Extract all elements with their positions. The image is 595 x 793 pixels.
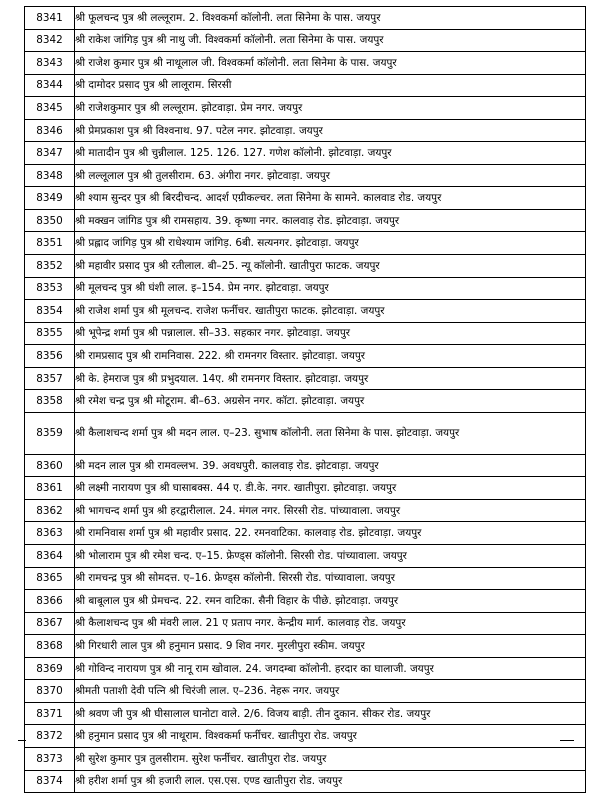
member-details-cell: श्री के. हेमराज पुत्र श्री प्रभुदयाल. 14ए. श्री रामनगर विस्तार. झोटवाड़ा. जयपुर	[75, 367, 586, 390]
member-details-cell: श्री राजेश शर्मा पुत्र श्री मूलचन्द. राजेश फर्नीचर. खातीपुरा फाटक. झोटवाड़ा. जयपुर	[75, 300, 586, 323]
serial-number-cell: 8347	[25, 142, 75, 165]
serial-number-cell: 8374	[25, 770, 75, 793]
register-row	[25, 702, 586, 725]
member-details-cell: श्री हनुमान प्रसाद पुत्र श्री नाथूराम. विश्वकर्मा फर्नीचर. खातीपुरा रोड. जयपुर	[75, 725, 586, 748]
register-row	[25, 119, 586, 142]
serial-number-cell: 8351	[25, 232, 75, 255]
serial-number-cell: 8350	[25, 209, 75, 232]
serial-number-cell: 8371	[25, 702, 75, 725]
register-row	[25, 612, 586, 635]
serial-number-cell: 8346	[25, 119, 75, 142]
serial-number-cell: 8368	[25, 635, 75, 658]
member-details-cell: श्री मूलचन्द पुत्र श्री घंशी लाल. इ–154. प्रेम नगर. झोटवाड़ा. जयपुर	[75, 277, 586, 300]
member-details-cell: श्री हरीश शर्मा पुत्र श्री हजारी लाल. एस.एस. एण्ड खातीपुरा रोड. जयपुर	[75, 770, 586, 793]
register-row	[25, 232, 586, 255]
serial-number-cell: 8348	[25, 164, 75, 187]
member-details-cell: श्री सुरेश कुमार पुत्र तुलसीराम. सुरेश फर्नीचर. खातीपुरा रोड. जयपुर	[75, 747, 586, 770]
serial-number-cell: 8369	[25, 657, 75, 680]
serial-number-cell: 8367	[25, 612, 75, 635]
serial-number-cell: 8364	[25, 545, 75, 568]
register-row	[25, 747, 586, 770]
member-details-cell: श्री गिरधारी लाल पुत्र श्री हनुमान प्रसाद. 9 शिव नगर. मुरलीपुरा स्कीम. जयपुर	[75, 635, 586, 658]
member-details-cell: श्री रामनिवास शर्मा पुत्र श्री महावीर प्रसाद. 22. रमनवाटिका. कालवाड़ रोड. झोटवाड़ा. जयपुर	[75, 522, 586, 545]
member-details-cell: श्री राकेश जांगिड़ पुत्र श्री नाथु जी. विश्वकर्मा कॉलोनी. लता सिनेमा के पास. जयपुर	[75, 29, 586, 52]
member-details-cell: श्री भूपेन्द्र शर्मा पुत्र श्री पन्नालाल. सी–33. सहकार नगर. झोटवाड़ा. जयपुर	[75, 322, 586, 345]
register-row	[25, 590, 586, 613]
register-row	[25, 367, 586, 390]
serial-number-cell: 8362	[25, 499, 75, 522]
serial-number-cell: 8372	[25, 725, 75, 748]
register-row	[25, 277, 586, 300]
serial-number-cell: 8345	[25, 97, 75, 120]
register-row	[25, 74, 586, 97]
serial-number-cell: 8359	[25, 412, 75, 454]
serial-number-cell: 8349	[25, 187, 75, 210]
serial-number-cell: 8370	[25, 680, 75, 703]
serial-number-cell: 8353	[25, 277, 75, 300]
register-row	[25, 7, 586, 30]
register-row	[25, 29, 586, 52]
serial-number-cell: 8344	[25, 74, 75, 97]
register-rows	[25, 7, 586, 793]
register-row	[25, 164, 586, 187]
register-row	[25, 770, 586, 793]
serial-number-cell: 8342	[25, 29, 75, 52]
register-row	[25, 345, 586, 368]
member-details-cell: श्री भोलाराम पुत्र श्री रमेश चन्द. ए–15. फ्रेण्ड्स कॉलोनी. सिरसी रोड. पांच्यावाला. जयपुर	[75, 545, 586, 568]
register-row	[25, 545, 586, 568]
serial-number-cell: 8358	[25, 390, 75, 413]
member-details-cell: श्री कैलाशचन्द पुत्र श्री मंवरी लाल. 21 ए प्रताप नगर. केन्द्रीय मार्ग. कालवाड़ रोड. जयपुर	[75, 612, 586, 635]
serial-number-cell: 8361	[25, 477, 75, 500]
member-details-cell: श्री प्रेमप्रकाश पुत्र श्री विश्वनाथ. 97. पटेल नगर. झोटवाड़ा. जयपुर	[75, 119, 586, 142]
register-row	[25, 477, 586, 500]
register-row	[25, 725, 586, 748]
serial-number-cell: 8352	[25, 255, 75, 278]
member-details-cell: श्री फूलचन्द पुत्र श्री लल्लूराम. 2. विश्वकर्मा कॉलोनी. लता सिनेमा के पास. जयपुर	[75, 7, 586, 30]
member-details-cell: श्री मातादीन पुत्र श्री चुन्नीलाल. 125. 126. 127. गणेश कॉलोनी. झोटवाड़ा. जयपुर	[75, 142, 586, 165]
register-row	[25, 52, 586, 75]
member-details-cell: श्री रामचन्द्र पुत्र श्री सोमदत्त. ए–16. फ्रेण्ड्स कॉलोनी. सिरसी रोड. पांच्यावाला. जयपुर	[75, 567, 586, 590]
serial-number-cell: 8366	[25, 590, 75, 613]
register-row	[25, 300, 586, 323]
member-details-cell: श्री लल्लूलाल पुत्र श्री तुलसीराम. 63. अंगीरा नगर. झोटवाड़ा. जयपुर	[75, 164, 586, 187]
register-row	[25, 567, 586, 590]
register-row	[25, 142, 586, 165]
serial-number-cell: 8363	[25, 522, 75, 545]
register-row	[25, 454, 586, 477]
serial-number-cell: 8343	[25, 52, 75, 75]
register-row	[25, 255, 586, 278]
serial-number-cell: 8355	[25, 322, 75, 345]
register-row	[25, 412, 586, 454]
member-details-cell: श्रीमती पताशी देवी पत्नि श्री चिरंजी लाल. ए–236. नेहरू नगर. जयपुर	[75, 680, 586, 703]
page-edge-mark	[18, 740, 26, 741]
member-details-cell: श्री लक्ष्मी नारायण पुत्र श्री घासाबक्स. 44 ए. डी.के. नगर. खातीपुरा. झोटवाड़ा. जयपुर	[75, 477, 586, 500]
member-details-cell: श्री बाबूलाल पुत्र श्री प्रेमचन्द. 22. रमन वाटिका. सैनी विहार के पीछे. झोटवाड़ा. जयपुर	[75, 590, 586, 613]
member-details-cell: श्री मक्खन जांगिड पुत्र श्री रामसहाय. 39. कृष्णा नगर. कालवाड़ रोड. झोटवाड़ा. जयपुर	[75, 209, 586, 232]
register-row	[25, 390, 586, 413]
member-details-cell: श्री गोविन्द नारायण पुत्र श्री नानू राम खोवाल. 24. जगदम्बा कॉलोनी. हरदार का घालाजी. जयपुर	[75, 657, 586, 680]
register-row	[25, 97, 586, 120]
member-details-cell: श्री रमेश चन्द्र पुत्र श्री मोटूराम. बी–63. अग्रसेन नगर. कॉटा. झोटवाड़ा. जयपुर	[75, 390, 586, 413]
serial-number-cell: 8357	[25, 367, 75, 390]
member-details-cell: श्री दामोदर प्रसाद पुत्र श्री लालूराम. सिरसी	[75, 74, 586, 97]
member-details-cell: श्री भागचन्द शर्मा पुत्र श्री हरद्वारीलाल. 24. मंगल नगर. सिरसी रोड. पांच्यावाला. जयपुर	[75, 499, 586, 522]
serial-number-cell: 8341	[25, 7, 75, 30]
serial-number-cell: 8356	[25, 345, 75, 368]
member-details-cell: श्री प्रह्लाद जांगिड़ पुत्र श्री राधेश्याम जांगिड़. 6बी. सत्यनगर. झोटवाड़ा. जयपुर	[75, 232, 586, 255]
register-row	[25, 187, 586, 210]
member-details-cell: श्री महावीर प्रसाद पुत्र श्री रतीलाल. बी–25. न्यू कॉलोनी. खातीपुरा फाटक. जयपुर	[75, 255, 586, 278]
member-details-cell: श्री राजेशकुमार पुत्र श्री लल्लूराम. झोटवाड़ा. प्रेम नगर. जयपुर	[75, 97, 586, 120]
register-row	[25, 522, 586, 545]
register-row	[25, 499, 586, 522]
serial-number-cell: 8373	[25, 747, 75, 770]
serial-number-cell: 8354	[25, 300, 75, 323]
member-details-cell: श्री मदन लाल पुत्र श्री रामवल्लभ. 39. अवधपुरी. कालवाड़ रोड. झोटवाड़ा. जयपुर	[75, 454, 586, 477]
page-edge-mark	[560, 740, 574, 741]
member-details-cell: श्री राजेश कुमार पुत्र श्री नाथूलाल जी. विश्वकर्मा कॉलोनी. लता सिनेमा के पास. जयपुर	[75, 52, 586, 75]
register-row	[25, 322, 586, 345]
serial-number-cell: 8365	[25, 567, 75, 590]
member-details-cell: श्री रामप्रसाद पुत्र श्री रामनिवास. 222. श्री रामनगर विस्तार. झोटवाड़ा. जयपुर	[75, 345, 586, 368]
register-row	[25, 680, 586, 703]
member-details-cell: श्री श्याम सुन्दर पुत्र श्री बिरदीचन्द. आदर्श एग्रीकल्चर. लता सिनेमा के सामने. कालवाड रोड. जयपुर	[75, 187, 586, 210]
member-details-cell: श्री कैलाशचन्द शर्मा पुत्र श्री मदन लाल. ए–23. सुभाष कॉलोनी. लता सिनेमा के पास. झोटवाड़ा. जयपुर	[75, 412, 586, 454]
serial-number-cell: 8360	[25, 454, 75, 477]
register-row	[25, 657, 586, 680]
member-details-cell: श्री श्रवण जी पुत्र श्री घीसालाल घानोटा वाले. 2/6. विजय बाड़ी. तीन दुकान. सीकर रोड. जयपुर	[75, 702, 586, 725]
register-row	[25, 209, 586, 232]
register-row	[25, 635, 586, 658]
member-register-table	[24, 6, 586, 793]
